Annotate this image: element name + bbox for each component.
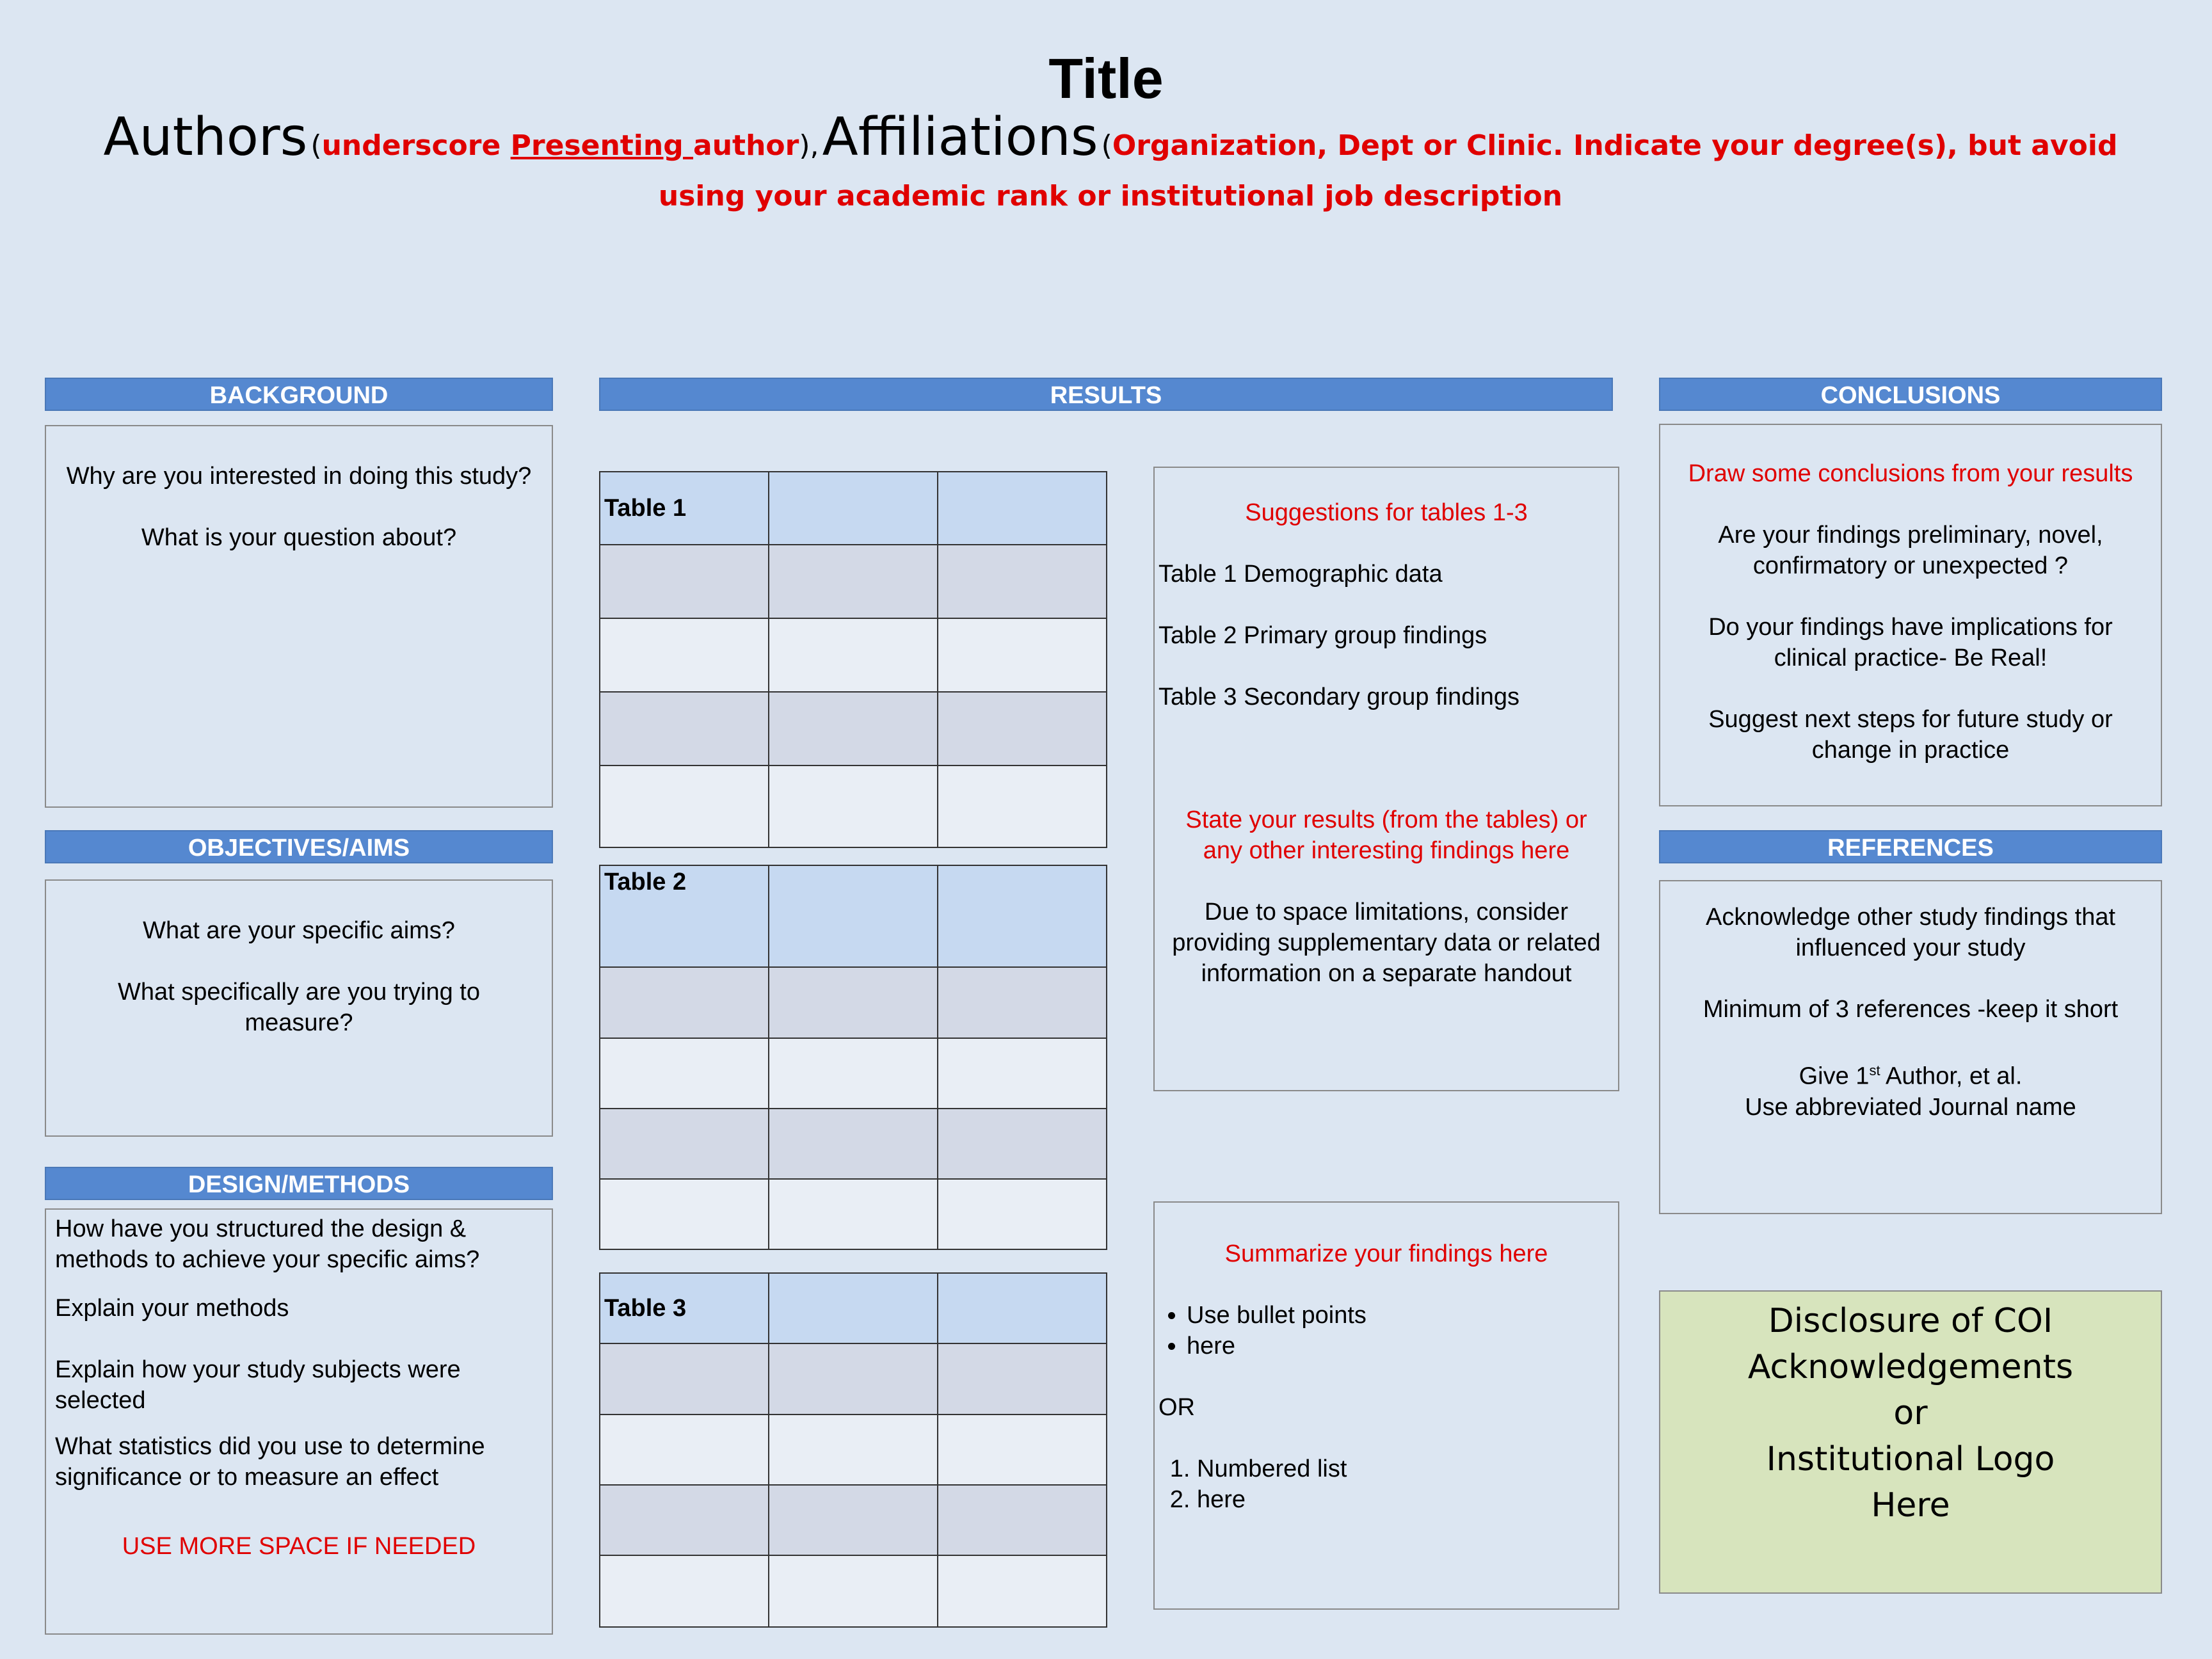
poster-title: Title — [1048, 47, 1164, 110]
references-text-3: Give 1st Author, et al. — [1799, 1062, 2023, 1090]
numbered-item: 1. Numbered list — [1197, 1454, 1614, 1484]
design-text-3: Explain how your study subjects were selected — [55, 1356, 461, 1414]
conclusions-text-4: Suggest next steps for future study or change in practice — [1708, 706, 2113, 764]
objectives-heading: OBJECTIVES/AIMS — [45, 830, 553, 863]
authors-affiliations-line: Authors (underscore Presenting author), Affiliations (Organization, Dept or Clinic. Indicate your degree(s), but avoid using your academic rank or institutional job description — [103, 107, 2118, 212]
authors-label: Authors — [103, 107, 308, 168]
suggestion-table-3: Table 3 Secondary group findings — [1158, 684, 1520, 710]
affiliations-label: Affiliations — [822, 107, 1098, 168]
objectives-box — [45, 879, 553, 1137]
disclosure-line-3: or — [1893, 1394, 1928, 1432]
summary-box — [1153, 1201, 1619, 1610]
design-text-2: Explain your methods — [55, 1295, 289, 1322]
presenting-note: Presenting — [510, 129, 694, 162]
background-text-2: What is your question about? — [141, 524, 457, 551]
summary-bullet-list — [1158, 1300, 1614, 1361]
suggestions-title: Suggestions for tables 1-3 — [1245, 499, 1528, 526]
numbered-item: 2. here — [1197, 1484, 1614, 1515]
disclosure-line-1: Disclosure of COI — [1768, 1302, 2053, 1340]
conclusions-text-1: Draw some conclusions from your results — [1688, 460, 2133, 487]
bullet-item: • here — [1187, 1331, 1614, 1361]
conclusions-text-3: Do your findings have implications for clinical practice- Be Real! — [1708, 614, 2113, 671]
suggestion-table-1: Table 1 Demographic data — [1158, 561, 1443, 588]
design-text-4: What statistics did you use to determine significance or to measure an effect — [55, 1433, 485, 1491]
disclosure-line-4: Institutional Logo — [1766, 1440, 2055, 1479]
state-results-text: State your results (from the tables) or any other interesting findings here — [1185, 806, 1587, 864]
design-note: USE MORE SPACE IF NEEDED — [122, 1533, 476, 1560]
background-box — [45, 425, 553, 808]
disclosure-logo-box — [1659, 1290, 2162, 1594]
references-text-2: Minimum of 3 references -keep it short — [1703, 996, 2119, 1023]
summary-numbered-list — [1158, 1454, 1614, 1515]
references-text-4: Use abbreviated Journal name — [1745, 1093, 2076, 1121]
conclusions-heading: CONCLUSIONS — [1659, 378, 2162, 411]
objectives-text-1: What are your specific aims? — [143, 917, 455, 944]
conclusions-box — [1659, 424, 2162, 806]
results-table-3 — [599, 1272, 1107, 1628]
bullet-item: • Use bullet points — [1187, 1300, 1614, 1331]
design-text-1: How have you structured the design & methods to achieve your specific aims? — [55, 1215, 480, 1273]
suggestion-table-2: Table 2 Primary group findings — [1158, 622, 1487, 649]
references-heading: REFERENCES — [1659, 830, 2162, 863]
references-text-1: Acknowledge other study findings that influenced your study — [1705, 904, 2116, 961]
objectives-text-2: What specifically are you trying to measure? — [117, 979, 480, 1036]
references-box — [1659, 880, 2162, 1214]
underscore-note: underscore — [321, 129, 511, 162]
disclosure-line-2: Acknowledgements — [1747, 1348, 2074, 1386]
or-text: OR — [1158, 1394, 1195, 1421]
background-text-1: Why are you interested in doing this study? — [66, 463, 532, 490]
affiliations-note: Organization, Dept or Clinic. Indicate your degree(s), but avoid using your academic rank or institutional job description — [658, 129, 2118, 212]
results-table-1 — [599, 471, 1107, 848]
results-notes-box — [1153, 467, 1619, 1091]
design-heading: DESIGN/METHODS — [45, 1167, 553, 1200]
summarize-title: Summarize your findings here — [1224, 1240, 1548, 1267]
conclusions-text-2: Are your findings preliminary, novel, confirmatory or unexpected ? — [1718, 522, 2103, 579]
results-table-2 — [599, 865, 1107, 1250]
disclosure-line-5: Here — [1871, 1486, 1950, 1525]
table-1-label: Table 1 — [600, 472, 769, 545]
design-box — [45, 1208, 553, 1635]
table-2-label: Table 2 — [600, 865, 769, 967]
space-limitations-text: Due to space limitations, consider providing supplementary data or related information on a separate handout — [1172, 899, 1601, 987]
background-heading: BACKGROUND — [45, 378, 553, 411]
results-heading: RESULTS — [599, 378, 1613, 411]
table-3-label: Table 3 — [600, 1273, 769, 1343]
